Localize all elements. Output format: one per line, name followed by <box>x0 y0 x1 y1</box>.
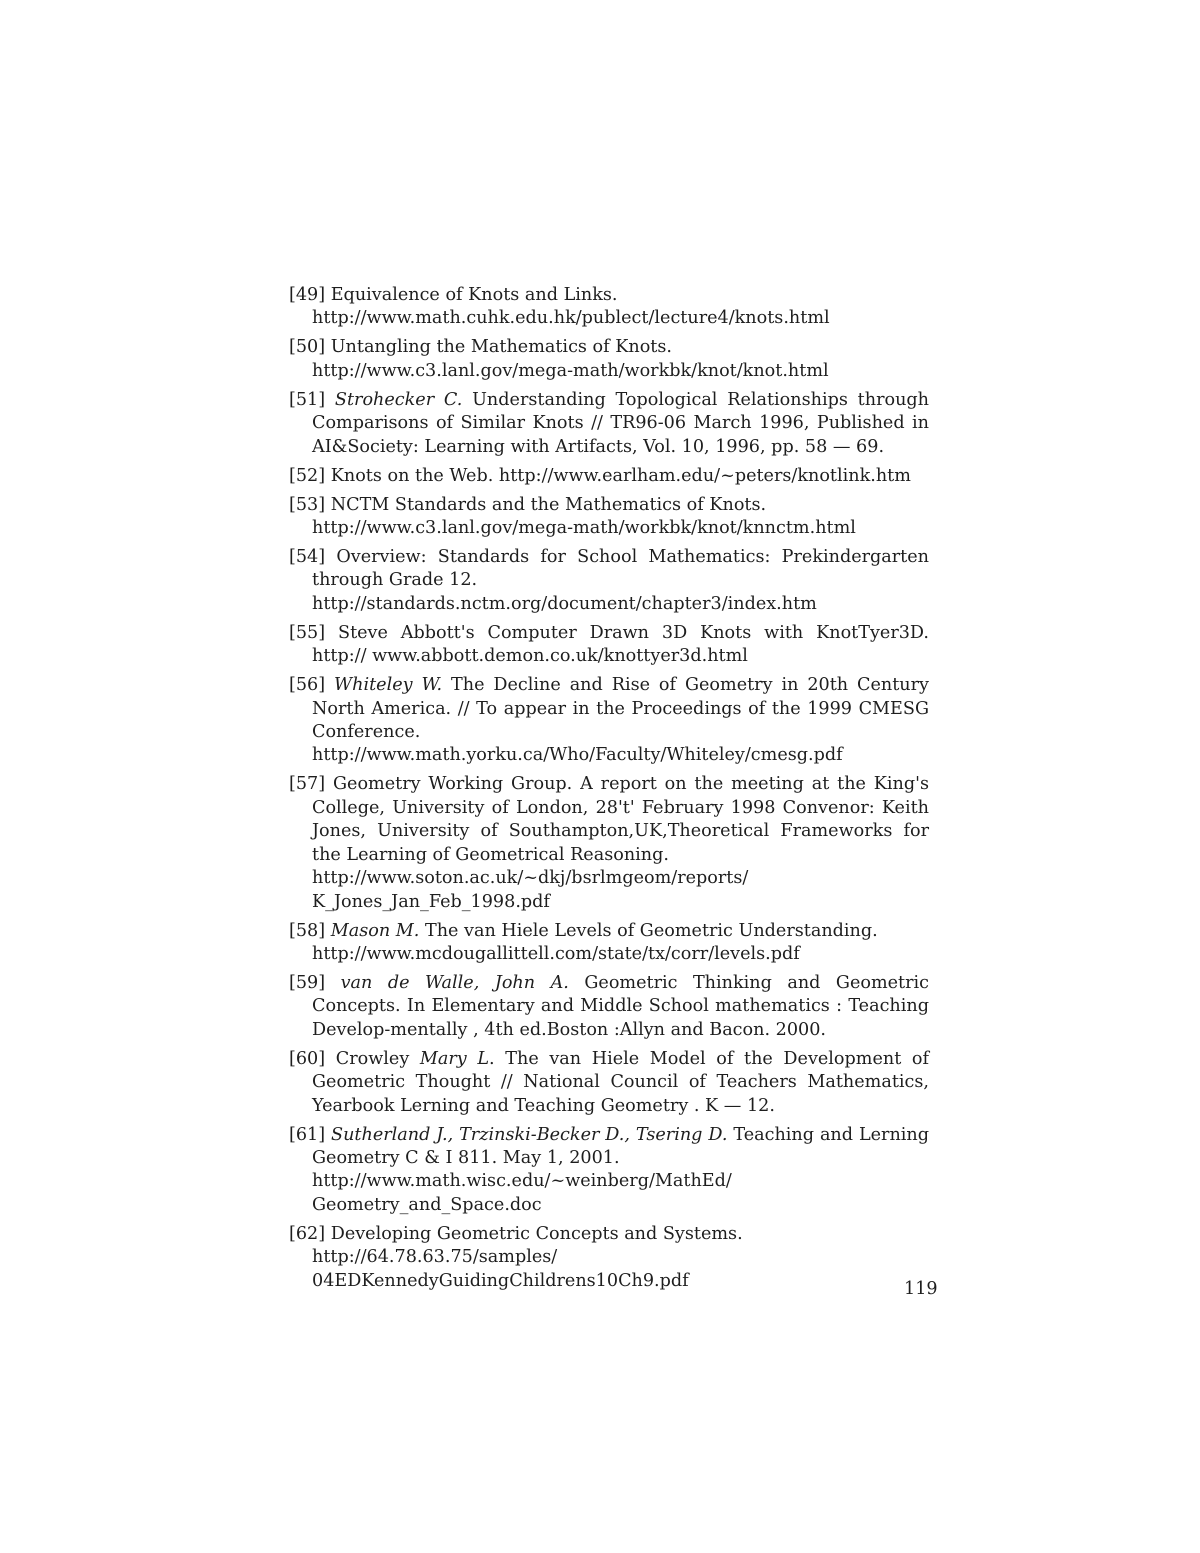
reference-number: [54] <box>289 547 326 568</box>
reference-60 <box>289 1048 929 1118</box>
reference-url: http://www.c3.lanl.gov/mega-math/workbk/knot/knnctm.html <box>312 518 856 539</box>
reference-text: Equivalence of Knots and Links. <box>330 285 618 305</box>
reference-author: Sutherland J., Trzinski-Becker D., Tsering D. <box>331 1124 728 1145</box>
reference-number: [59] <box>289 972 326 993</box>
reference-url: http://www.math.yorku.ca/Who/Faculty/Whiteley/cmesg.pdf <box>312 745 843 766</box>
reference-author: Whiteley W. <box>334 675 443 696</box>
reference-text: The Decline and Rise of Geometry in 20th Century North America. // To appear in the Proceedings of the 1999 CMESG Conference. <box>312 675 929 743</box>
reference-list <box>289 284 929 1299</box>
reference-57 <box>289 773 929 913</box>
reference-author-prefix: Crowley <box>335 1048 410 1069</box>
reference-number: [53] <box>289 494 326 515</box>
reference-url: http://www.mcdougallittell.com/state/tx/corr/levels.pdf <box>312 943 800 964</box>
reference-55 <box>289 622 929 669</box>
reference-59 <box>289 972 929 1042</box>
reference-url: http://standards.nctm.org/document/chapter3/index.htm <box>312 593 817 614</box>
reference-text: Geometry Working Group. A report on the meeting at the King's College, University of London, 28't' February 1998 Convenor: Keith Jones, University of Southampton,UK,Theoretical Frameworks for the Learning of Geometrical Reasoning. <box>312 774 930 865</box>
reference-50 <box>289 336 929 383</box>
reference-52 <box>289 465 929 488</box>
reference-number: [57] <box>289 774 326 795</box>
reference-text: . The van Hiele Model of the Development of Geometric Thought // National Council of Teachers Mathematics, Yearbook Lerning and Teaching Geometry . K — 12. <box>312 1048 929 1116</box>
reference-number: [52] <box>289 465 326 486</box>
reference-number: [55] <box>289 622 326 643</box>
reference-author: Mary L <box>419 1048 490 1069</box>
reference-text: Steve Abbott's Computer Drawn 3D Knots with KnotTyer3D. http:// www.abbott.demon.co.uk/knottyer3d.html <box>312 622 930 667</box>
reference-51 <box>289 389 929 459</box>
reference-number: [56] <box>289 675 326 696</box>
reference-url: 04EDKennedyGuidingChildrens10Ch9.pdf <box>312 1270 689 1291</box>
reference-53 <box>289 494 929 541</box>
reference-url: http://64.78.63.75/samples/ <box>312 1247 558 1268</box>
reference-url: http://www.soton.ac.uk/~dkj/bsrlmgeom/reports/ <box>312 868 749 889</box>
reference-text: Knots on the Web. http://www.earlham.edu/~peters/knotlink.htm <box>330 465 911 486</box>
reference-text: Overview: Standards for School Mathematics: Prekindergarten through Grade 12. <box>312 547 929 591</box>
reference-url: K_Jones_Jan_Feb_1998.pdf <box>312 891 550 912</box>
reference-number: [58] <box>289 920 326 941</box>
reference-number: [50] <box>289 337 326 358</box>
reference-text: Understanding Topological Relationships through Comparisons of Similar Knots // TR96-06 March 1996, Published in AI&Society: Learning with Artifacts, Vol. 10, 1996, pp. 58 — 69. <box>312 389 929 457</box>
reference-62 <box>289 1223 929 1293</box>
reference-url: Geometry_and_Space.doc <box>312 1194 542 1215</box>
reference-text: Geometric Thinking and Geometric Concepts. In Elementary and Middle School mathematics : Teaching Develop-mentally , 4th ed.Boston :Allyn and Bacon. 2000. <box>312 972 930 1040</box>
reference-number: [62] <box>289 1223 326 1244</box>
reference-number: [49] <box>289 285 326 305</box>
reference-61 <box>289 1124 929 1218</box>
reference-54 <box>289 546 929 616</box>
reference-number: [51] <box>289 389 326 410</box>
reference-text: Developing Geometric Concepts and Systems. <box>330 1223 743 1244</box>
page-number: 119 <box>904 1279 938 1299</box>
reference-58 <box>289 920 929 967</box>
reference-url: http://www.math.wisc.edu/~weinberg/MathEd/ <box>312 1171 732 1192</box>
reference-text: The van Hiele Levels of Geometric Understanding. <box>424 920 878 941</box>
reference-number: [61] <box>289 1124 326 1145</box>
reference-number: [60] <box>289 1048 326 1069</box>
reference-text: Teaching and Lerning Geometry C & I 811. May 1, 2001. <box>312 1124 929 1168</box>
reference-49 <box>289 284 929 331</box>
reference-author: Strohecker C. <box>334 389 463 410</box>
reference-author: van de Walle, John A. <box>340 972 569 993</box>
reference-url: http://www.math.cuhk.edu.hk/publect/lecture4/knots.html <box>312 308 830 329</box>
reference-text: Untangling the Mathematics of Knots. <box>330 337 672 358</box>
reference-url: http://www.c3.lanl.gov/mega-math/workbk/knot/knot.html <box>312 360 829 381</box>
reference-author: Mason M. <box>330 920 420 941</box>
reference-56 <box>289 674 929 768</box>
reference-text: NCTM Standards and the Mathematics of Knots. <box>330 494 767 515</box>
